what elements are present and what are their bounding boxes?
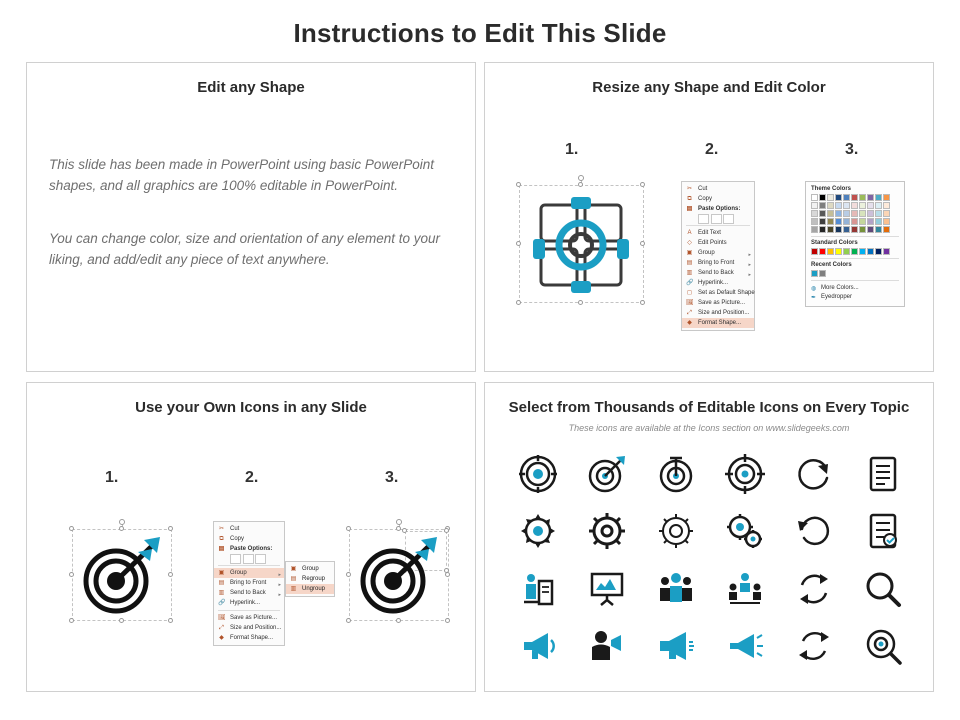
context-menu-item-copy[interactable]: ⧉ Copy bbox=[687, 196, 713, 202]
paste-option-2-icon[interactable] bbox=[711, 214, 722, 224]
swatch[interactable] bbox=[819, 226, 826, 233]
swatch[interactable] bbox=[843, 218, 850, 225]
context-menu-item-cut[interactable]: ✂ Cut bbox=[686, 186, 708, 192]
paste-option-1-icon[interactable] bbox=[698, 214, 709, 224]
context-menu-item-size-and-position[interactable]: ⤢ Size and Position... bbox=[219, 625, 282, 631]
swatch[interactable] bbox=[811, 194, 818, 201]
group-icon: ▣ bbox=[218, 570, 225, 576]
panel-own-icons bbox=[26, 382, 476, 692]
swatch[interactable] bbox=[851, 202, 858, 209]
paste-option-1-icon[interactable] bbox=[230, 554, 241, 564]
swatch[interactable] bbox=[819, 218, 826, 225]
swatch[interactable] bbox=[835, 226, 842, 233]
copy-icon: ⧉ bbox=[687, 196, 692, 202]
context-menu-item-size-and-position[interactable]: ⤢ Size and Position... bbox=[687, 310, 750, 316]
paste-option-3-icon[interactable] bbox=[723, 214, 734, 224]
rotate-handle[interactable] bbox=[396, 519, 402, 525]
swatch[interactable] bbox=[811, 226, 818, 233]
resize-step-number-2: 2. bbox=[705, 141, 719, 158]
own-icon-selection-preview-2[interactable] bbox=[349, 523, 449, 621]
swatch[interactable] bbox=[819, 210, 826, 217]
icon-gear-outline-icon[interactable] bbox=[585, 509, 629, 553]
recent-colors-row[interactable] bbox=[811, 270, 899, 277]
swatch[interactable] bbox=[851, 226, 858, 233]
format-shape-icon: ◆ bbox=[687, 320, 692, 326]
swatch[interactable] bbox=[819, 194, 826, 201]
panel-select-icons bbox=[484, 382, 934, 692]
swatch[interactable] bbox=[811, 218, 818, 225]
edit-points-icon: ◇ bbox=[687, 240, 692, 246]
theme-colors-row-2[interactable] bbox=[811, 202, 899, 209]
swatch[interactable] bbox=[851, 248, 858, 255]
icon-crosshair-target-icon[interactable] bbox=[723, 452, 767, 496]
context-menu-item-edit-text[interactable]: A Edit Text bbox=[687, 230, 721, 236]
icon-gear-thin-icon[interactable] bbox=[654, 509, 698, 553]
swatch[interactable] bbox=[843, 202, 850, 209]
bring-front-icon: ▤ bbox=[686, 260, 693, 266]
icon-refresh-circle-icon[interactable] bbox=[792, 509, 836, 553]
context-menu-item-edit-points[interactable]: ◇ Edit Points bbox=[687, 240, 727, 246]
theme-colors-row-3[interactable] bbox=[811, 210, 899, 217]
icon-checklist-document-icon[interactable] bbox=[861, 509, 905, 553]
panel-subtitle-select-icons: These icons are available at the Icons section on www.slidegeeks.com bbox=[568, 423, 850, 433]
panel-title-edit-shape: Edit any Shape bbox=[197, 79, 305, 96]
context-menu-item-paste-options[interactable]: ▤ Paste Options: bbox=[686, 206, 741, 212]
swatch[interactable] bbox=[827, 226, 834, 233]
swatch[interactable] bbox=[819, 270, 826, 277]
context-menu-item-save-as-picture[interactable]: 🖼 Save as Picture... bbox=[218, 615, 278, 621]
send-back-icon: ▥ bbox=[218, 590, 225, 596]
panel-title-own-icons: Use your Own Icons in any Slide bbox=[135, 399, 367, 416]
copy-icon: ⧉ bbox=[219, 536, 224, 542]
swatch[interactable] bbox=[851, 194, 858, 201]
submenu-item-ungroup[interactable]: ▥ Ungroup bbox=[286, 584, 334, 594]
paste-options-row[interactable] bbox=[682, 214, 754, 223]
icon-gear-settings-icon[interactable] bbox=[516, 509, 560, 553]
own-icons-step-number-1: 1. bbox=[105, 469, 119, 486]
swatch[interactable] bbox=[859, 226, 866, 233]
icon-target-search-icon[interactable] bbox=[861, 624, 905, 668]
swatch[interactable] bbox=[867, 248, 874, 255]
swatch[interactable] bbox=[827, 218, 834, 225]
context-menu-item-copy[interactable]: ⧉ Copy bbox=[219, 536, 245, 542]
icon-document-list-icon[interactable] bbox=[861, 452, 905, 496]
divider bbox=[811, 258, 899, 259]
more-colors-button[interactable]: ◍ More Colors... bbox=[811, 285, 859, 292]
swatch[interactable] bbox=[875, 194, 882, 201]
size-position-icon: ⤢ bbox=[687, 310, 692, 316]
resize-step-number-3: 3. bbox=[845, 141, 859, 158]
context-menu-item-hyperlink[interactable]: 🔗 Hyperlink... bbox=[686, 280, 729, 286]
group-icon: ▣ bbox=[290, 566, 297, 572]
target-arrow-icon bbox=[72, 527, 172, 625]
edit-shape-paragraph-2: You can change color, size and orientation of any element to your liking, and add/edit any piece of text anywhere. bbox=[49, 231, 441, 267]
swatch[interactable] bbox=[835, 202, 842, 209]
divider bbox=[218, 610, 280, 611]
icon-announcement-icon[interactable] bbox=[723, 624, 767, 668]
divider bbox=[811, 280, 899, 281]
chevron-right-icon: ▸ bbox=[278, 572, 281, 578]
swatch[interactable] bbox=[875, 202, 882, 209]
context-menu-item-bring-to-front[interactable]: ▤ Bring to Front ▸ bbox=[686, 260, 751, 268]
theme-colors-row-4[interactable] bbox=[811, 218, 899, 225]
chevron-right-icon: ▸ bbox=[278, 592, 281, 598]
icon-megaphone-icon[interactable] bbox=[516, 624, 560, 668]
default-shape-icon: ◻ bbox=[687, 290, 692, 296]
divider bbox=[811, 236, 899, 237]
swatch[interactable] bbox=[867, 194, 874, 201]
standard-colors-row[interactable] bbox=[811, 248, 899, 255]
regroup-icon: ▤ bbox=[290, 576, 297, 582]
panel-title-resize-shape: Resize any Shape and Edit Color bbox=[592, 79, 826, 96]
swatch[interactable] bbox=[883, 218, 890, 225]
swatch[interactable] bbox=[811, 248, 818, 255]
swatch[interactable] bbox=[811, 210, 818, 217]
swatch[interactable] bbox=[835, 194, 842, 201]
swatch[interactable] bbox=[859, 202, 866, 209]
icon-library-grid bbox=[503, 445, 917, 675]
swatch[interactable] bbox=[875, 210, 882, 217]
rotate-handle[interactable] bbox=[578, 175, 584, 181]
swatch[interactable] bbox=[875, 218, 882, 225]
context-menu-item-bring-to-front[interactable]: ▤ Bring to Front ▸ bbox=[218, 580, 281, 588]
swatch[interactable] bbox=[867, 218, 874, 225]
palette-icon: ◍ bbox=[811, 286, 817, 292]
swatch[interactable] bbox=[859, 248, 866, 255]
resize-shape-selection-preview[interactable] bbox=[519, 179, 644, 304]
chevron-right-icon: ▸ bbox=[748, 252, 751, 258]
group-icon: ▣ bbox=[686, 250, 693, 256]
context-menu-item-send-to-back[interactable]: ▥ Send to Back ▸ bbox=[218, 590, 281, 598]
color-picker-popup[interactable] bbox=[805, 181, 905, 307]
theme-colors-row-5[interactable] bbox=[811, 226, 899, 233]
paste-option-2-icon[interactable] bbox=[243, 554, 254, 564]
paste-option-3-icon[interactable] bbox=[255, 554, 266, 564]
icon-target-arrow-icon[interactable] bbox=[585, 452, 629, 496]
context-menu-item-set-default-shape[interactable]: ◻ Set as Default Shape bbox=[687, 290, 755, 296]
swatch[interactable] bbox=[851, 218, 858, 225]
swatch[interactable] bbox=[851, 210, 858, 217]
edit-shape-paragraph-1: This slide has been made in PowerPoint using basic PowerPoint shapes, and all graphics are 100% editable in PowerPoint. bbox=[49, 157, 434, 193]
icon-recycle-arrows-icon[interactable] bbox=[792, 624, 836, 668]
resize-step-number-1: 1. bbox=[565, 141, 579, 158]
icon-magnifier-icon[interactable] bbox=[861, 567, 905, 611]
swatch[interactable] bbox=[875, 226, 882, 233]
context-menu-item-cut[interactable]: ✂ Cut bbox=[218, 526, 240, 532]
swatch[interactable] bbox=[859, 194, 866, 201]
submenu-item-group[interactable]: ▣ Group bbox=[290, 566, 319, 572]
ungroup-icon: ▥ bbox=[290, 586, 297, 592]
page-title: Instructions to Edit This Slide bbox=[293, 18, 667, 48]
eyedropper-button[interactable]: ✒ Eyedropper bbox=[811, 294, 853, 301]
theme-colors-label: Theme Colors bbox=[811, 186, 852, 192]
picture-icon: 🖼 bbox=[686, 300, 694, 306]
swatch[interactable] bbox=[875, 248, 882, 255]
swatch[interactable] bbox=[827, 248, 834, 255]
swatch[interactable] bbox=[835, 248, 842, 255]
context-menu-item-hyperlink[interactable]: 🔗 Hyperlink... bbox=[218, 600, 261, 606]
theme-colors-row-1[interactable] bbox=[811, 194, 899, 201]
shape-graphic bbox=[519, 183, 644, 308]
swatch[interactable] bbox=[827, 210, 834, 217]
divider bbox=[686, 225, 750, 226]
swatch[interactable] bbox=[843, 194, 850, 201]
swatch[interactable] bbox=[819, 202, 826, 209]
shape-context-menu[interactable] bbox=[681, 181, 755, 331]
context-menu-item-paste-options[interactable]: ▤ Paste Options: bbox=[218, 546, 273, 552]
hyperlink-icon: 🔗 bbox=[218, 600, 226, 606]
standard-colors-label: Standard Colors bbox=[811, 240, 858, 246]
icon-refresh-clockwise-icon[interactable] bbox=[792, 452, 836, 496]
group-submenu[interactable] bbox=[285, 561, 335, 597]
icon-target-circles-icon[interactable] bbox=[516, 452, 560, 496]
swatch[interactable] bbox=[883, 226, 890, 233]
swatch[interactable] bbox=[883, 202, 890, 209]
swatch[interactable] bbox=[843, 226, 850, 233]
swatch[interactable] bbox=[819, 248, 826, 255]
chevron-right-icon: ▸ bbox=[748, 272, 751, 278]
own-icon-selection-preview-1[interactable] bbox=[72, 523, 172, 621]
recent-colors-label: Recent Colors bbox=[811, 262, 852, 268]
divider bbox=[218, 565, 280, 566]
swatch[interactable] bbox=[843, 210, 850, 217]
chevron-right-icon: ▸ bbox=[748, 262, 751, 268]
icon-people-group-icon[interactable] bbox=[654, 567, 698, 611]
icon-gears-double-icon[interactable] bbox=[723, 509, 767, 553]
swatch[interactable] bbox=[827, 194, 834, 201]
swatch[interactable] bbox=[827, 202, 834, 209]
swatch[interactable] bbox=[867, 210, 874, 217]
context-menu-item-group[interactable]: ▣ Group ▸ bbox=[686, 250, 751, 258]
swatch[interactable] bbox=[859, 218, 866, 225]
context-menu-item-format-shape[interactable]: ◆ Format Shape... bbox=[682, 318, 754, 328]
eyedropper-icon: ✒ bbox=[811, 295, 817, 301]
swatch[interactable] bbox=[867, 202, 874, 209]
context-menu-item-send-to-back[interactable]: ▥ Send to Back ▸ bbox=[686, 270, 751, 278]
panel-edit-shape bbox=[26, 62, 476, 372]
panel-title-select-icons: Select from Thousands of Editable Icons on Every Topic bbox=[508, 399, 910, 416]
panel-resize-shape bbox=[484, 62, 934, 372]
icon-sync-arrows-icon[interactable] bbox=[792, 567, 836, 611]
send-back-icon: ▥ bbox=[686, 270, 693, 276]
swatch[interactable] bbox=[835, 210, 842, 217]
icon-person-podium-icon[interactable] bbox=[516, 567, 560, 611]
swatch[interactable] bbox=[843, 248, 850, 255]
own-icons-step-number-2: 2. bbox=[245, 469, 259, 486]
swatch[interactable] bbox=[867, 226, 874, 233]
icon-person-speaking-icon[interactable] bbox=[585, 624, 629, 668]
paste-options-row[interactable] bbox=[214, 554, 284, 563]
format-shape-icon: ◆ bbox=[219, 635, 224, 641]
rotate-handle[interactable] bbox=[119, 519, 125, 525]
edit-text-icon: A bbox=[687, 230, 692, 236]
swatch[interactable] bbox=[835, 218, 842, 225]
swatch[interactable] bbox=[883, 210, 890, 217]
size-position-icon: ⤢ bbox=[219, 625, 224, 631]
context-menu-item-group[interactable]: ▣ Group ▸ bbox=[214, 568, 284, 578]
context-menu-item-format-shape[interactable]: ◆ Format Shape... bbox=[219, 635, 274, 641]
swatch[interactable] bbox=[883, 194, 890, 201]
picture-icon: 🖼 bbox=[218, 615, 226, 621]
paste-icon: ▤ bbox=[686, 206, 693, 212]
icon-bullhorn-icon[interactable] bbox=[654, 624, 698, 668]
paste-icon: ▤ bbox=[218, 546, 225, 552]
target-arrow-icon bbox=[349, 527, 449, 625]
swatch[interactable] bbox=[811, 202, 818, 209]
icon-context-menu[interactable] bbox=[213, 521, 285, 646]
swatch[interactable] bbox=[859, 210, 866, 217]
scissors-icon: ✂ bbox=[218, 526, 225, 532]
chevron-right-icon: ▸ bbox=[278, 582, 281, 588]
scissors-icon: ✂ bbox=[686, 186, 693, 192]
submenu-item-regroup[interactable]: ▤ Regroup bbox=[290, 576, 326, 582]
hyperlink-icon: 🔗 bbox=[686, 280, 694, 286]
icon-presentation-person-icon[interactable] bbox=[585, 567, 629, 611]
own-icons-step-number-3: 3. bbox=[385, 469, 399, 486]
icon-target-dartboard-icon[interactable] bbox=[654, 452, 698, 496]
swatch[interactable] bbox=[811, 270, 818, 277]
bring-front-icon: ▤ bbox=[218, 580, 225, 586]
swatch[interactable] bbox=[883, 248, 890, 255]
icon-team-meeting-icon[interactable] bbox=[723, 567, 767, 611]
context-menu-item-save-as-picture[interactable]: 🖼 Save as Picture... bbox=[686, 300, 746, 306]
